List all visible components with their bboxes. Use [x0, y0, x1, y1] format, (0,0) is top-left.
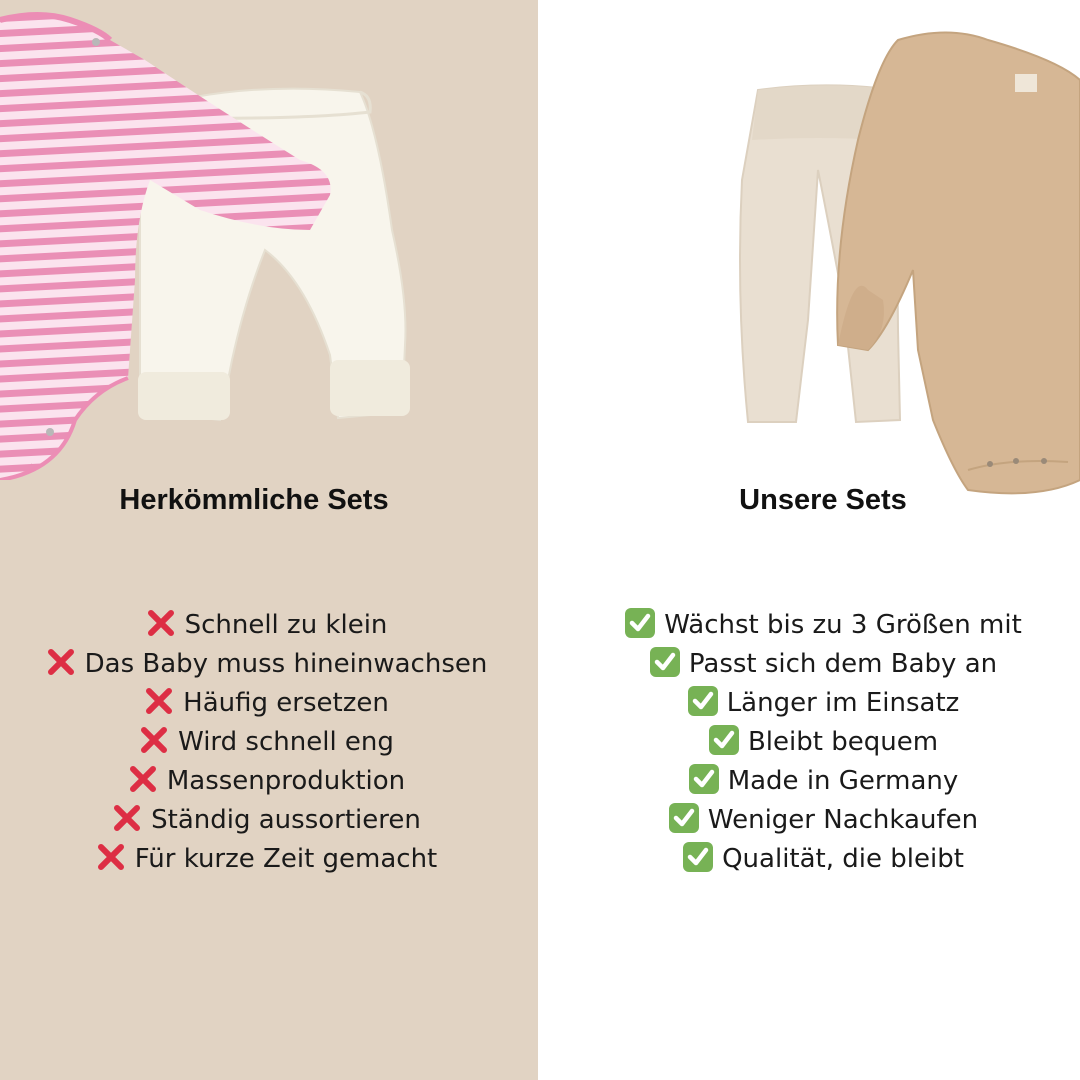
right-feature-item	[538, 723, 1080, 762]
right-feature-label: Passt sich dem Baby an	[688, 649, 998, 679]
beige-ribbed-bodysuit-and-leggings-image	[538, 0, 1080, 510]
right-feature-item	[538, 840, 1080, 879]
left-set-title: Herkömmliche Sets	[119, 484, 389, 516]
check-mark-button-icon	[624, 607, 656, 639]
left-feature-label: Ständig aussortieren	[151, 805, 421, 835]
right-feature-item	[538, 801, 1080, 840]
right-feature-label: Weniger Nachkaufen	[707, 805, 979, 835]
right-feature-list	[538, 606, 1080, 879]
right-feature-item	[538, 684, 1080, 723]
right-feature-label: Bleibt bequem	[747, 727, 939, 757]
right-feature-label: Wächst bis zu 3 Größen mit	[664, 610, 1022, 640]
left-feature-item	[0, 723, 532, 762]
right-feature-label: Qualität, die bleibt	[722, 844, 964, 874]
cross-mark-icon	[95, 841, 127, 873]
cross-mark-icon	[111, 802, 143, 834]
check-mark-button-icon	[649, 646, 681, 678]
left-feature-label: Das Baby muss hineinwachsen	[84, 649, 488, 679]
left-feature-list	[0, 606, 532, 879]
left-feature-item	[0, 606, 532, 645]
right-comparison-panel	[538, 0, 1080, 1080]
cross-mark-icon	[143, 685, 175, 717]
left-feature-item	[0, 840, 532, 879]
cross-mark-icon	[45, 646, 77, 678]
right-feature-item	[538, 606, 1080, 645]
left-feature-item	[0, 762, 532, 801]
left-feature-item	[0, 801, 532, 840]
left-feature-item	[0, 684, 532, 723]
check-mark-button-icon	[687, 685, 719, 717]
check-mark-button-icon	[682, 841, 714, 873]
cross-mark-icon	[127, 763, 159, 795]
left-comparison-panel	[0, 0, 538, 1080]
left-feature-label: Schnell zu klein	[184, 610, 388, 640]
cross-mark-icon	[145, 607, 177, 639]
check-mark-button-icon	[668, 802, 700, 834]
right-set-title: Unsere Sets	[739, 484, 907, 516]
right-feature-label: Made in Germany	[727, 766, 959, 796]
right-feature-item	[538, 645, 1080, 684]
check-mark-button-icon	[708, 724, 740, 756]
right-feature-item	[538, 762, 1080, 801]
cross-mark-icon	[138, 724, 170, 756]
left-feature-label: Massenproduktion	[166, 766, 406, 796]
left-feature-label: Häufig ersetzen	[183, 688, 389, 718]
left-feature-label: Wird schnell eng	[178, 727, 394, 757]
left-feature-item	[0, 645, 532, 684]
check-mark-button-icon	[688, 763, 720, 795]
pink-striped-bodysuit-and-white-pants-image	[0, 0, 538, 480]
right-feature-label: Länger im Einsatz	[726, 688, 960, 718]
left-feature-label: Für kurze Zeit gemacht	[134, 844, 438, 874]
